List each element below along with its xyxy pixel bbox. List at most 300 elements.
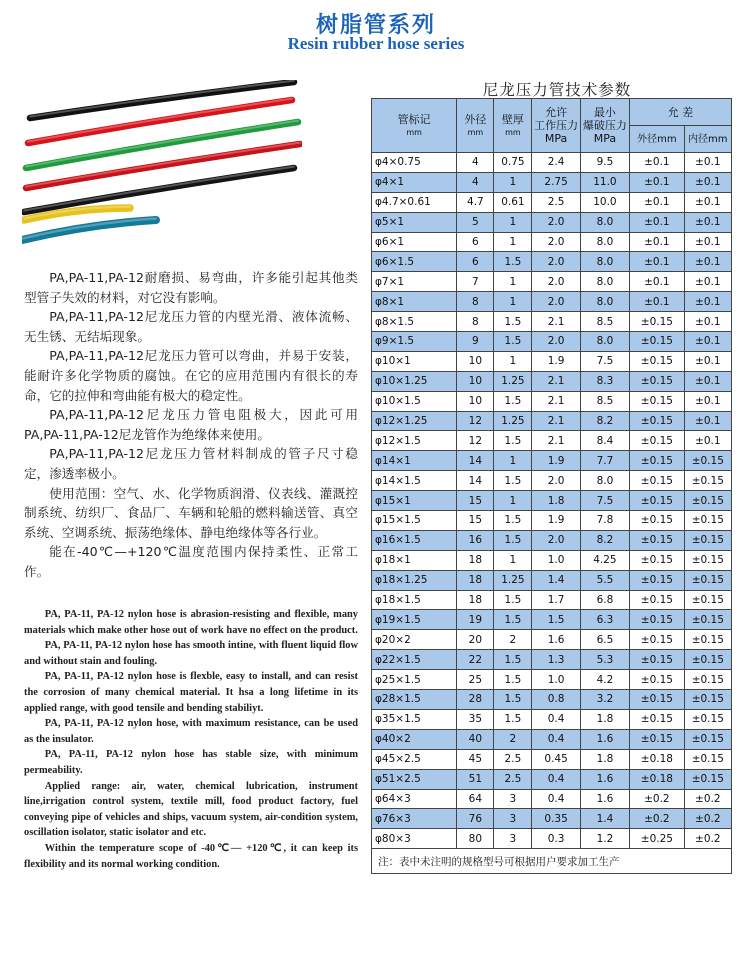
cell-tolerance-id: ±0.1: [684, 172, 731, 192]
table-row: [372, 690, 732, 710]
cell-spec: φ10×1.5: [372, 391, 457, 411]
cell-spec: φ45×2.5: [372, 749, 457, 769]
hose-product-image: [22, 80, 302, 255]
cell-tolerance-od: ±0.1: [630, 272, 685, 292]
cell-tolerance-id: ±0.1: [684, 153, 731, 173]
cell-wall-thickness: 1.25: [494, 411, 532, 431]
cell-burst-pressure: 8.0: [580, 332, 629, 352]
intro-cn-paragraph: 能在-40℃—+120℃温度范围内保持柔性、正常工作。: [24, 544, 358, 579]
cell-wall-thickness: 1.5: [494, 690, 532, 710]
cell-working-pressure: 1.0: [532, 670, 580, 690]
cell-tolerance-od: ±0.15: [630, 411, 685, 431]
cell-tolerance-id: ±0.15: [684, 630, 731, 650]
black-hose: [24, 167, 294, 212]
cell-wall-thickness: 2: [494, 630, 532, 650]
cell-outer-diameter: 22: [457, 650, 494, 670]
cell-working-pressure: 2.0: [532, 530, 580, 550]
table-row: [372, 371, 732, 391]
cell-wall-thickness: 3: [494, 789, 532, 809]
cell-outer-diameter: 18: [457, 590, 494, 610]
table-row: [372, 212, 732, 232]
cell-wall-thickness: 1: [494, 272, 532, 292]
cell-outer-diameter: 14: [457, 471, 494, 491]
header-tolerance-od: 外径mm: [630, 126, 685, 153]
cell-burst-pressure: 4.25: [580, 550, 629, 570]
intro-en-paragraph: Within the temperature scope of -40℃— +120℃, it can keep its flexibility and its normal working condition.: [24, 842, 358, 870]
cell-outer-diameter: 12: [457, 411, 494, 431]
intro-en-paragraph: PA, PA-11, PA-12 nylon hose, with maximum resistance, can be used as the insulator.: [24, 718, 358, 745]
cell-spec: φ12×1.25: [372, 411, 457, 431]
table-row: [372, 312, 732, 332]
intro-cn-paragraph: PA,PA-11,PA-12尼龙压力管的内壁光滑、液体流畅、无生锈、无结垢现象。: [24, 309, 358, 344]
cell-spec: φ28×1.5: [372, 690, 457, 710]
header-burst-unit: MPa: [593, 132, 617, 145]
table-row: [372, 511, 732, 531]
intro-en-paragraph: Applied range: air, water, chemical lubrication, instrument line,irrigation control system, textile mill, food product factory, fuel conveying pipe of vehicles and ships, vacuum system, air-condition system, oscillation isolator, static isolator and etc.: [24, 780, 358, 839]
cell-outer-diameter: 4: [457, 153, 494, 173]
table-row: [372, 769, 732, 789]
cell-working-pressure: 1.4: [532, 570, 580, 590]
cell-outer-diameter: 40: [457, 729, 494, 749]
cell-burst-pressure: 8.4: [580, 431, 629, 451]
cell-working-pressure: 2.1: [532, 411, 580, 431]
cell-tolerance-id: ±0.1: [684, 272, 731, 292]
table-row: [372, 272, 732, 292]
cell-working-pressure: 0.4: [532, 729, 580, 749]
cell-wall-thickness: 1.5: [494, 431, 532, 451]
cell-tolerance-id: ±0.2: [684, 829, 731, 849]
table-row: [372, 351, 732, 371]
cell-outer-diameter: 8: [457, 312, 494, 332]
table-row: [372, 491, 732, 511]
table-row: [372, 610, 732, 630]
cell-tolerance-id: ±0.15: [684, 610, 731, 630]
cell-burst-pressure: 5.5: [580, 570, 629, 590]
cell-tolerance-od: ±0.18: [630, 769, 685, 789]
cell-working-pressure: 2.0: [532, 272, 580, 292]
cell-spec: φ80×3: [372, 829, 457, 849]
cell-outer-diameter: 4.7: [457, 192, 494, 212]
cell-outer-diameter: 51: [457, 769, 494, 789]
cell-wall-thickness: 1: [494, 451, 532, 471]
cell-tolerance-id: ±0.15: [684, 769, 731, 789]
red-hose: [26, 143, 300, 188]
cell-wall-thickness: 1.5: [494, 590, 532, 610]
cell-spec: φ16×1.5: [372, 530, 457, 550]
cell-tolerance-id: ±0.15: [684, 491, 731, 511]
cell-burst-pressure: 8.0: [580, 471, 629, 491]
cell-burst-pressure: 3.2: [580, 690, 629, 710]
cell-tolerance-od: ±0.15: [630, 690, 685, 710]
cell-spec: φ8×1.5: [372, 312, 457, 332]
cell-outer-diameter: 10: [457, 351, 494, 371]
intro-cn-paragraph: PA,PA-11,PA-12尼龙压力管可以弯曲，并易于安装，能耐许多化学物质的腐蚀。在它的应用范围内有很长的寿命，它的拉伸和弯曲能有极大的稳定性。: [24, 348, 358, 403]
cell-tolerance-id: ±0.1: [684, 351, 731, 371]
table-row: [372, 809, 732, 829]
cell-tolerance-od: ±0.15: [630, 312, 685, 332]
header-burst-line1: 最小: [593, 106, 616, 119]
cell-spec: φ15×1: [372, 491, 457, 511]
cell-burst-pressure: 1.8: [580, 749, 629, 769]
cell-spec: φ18×1.25: [372, 570, 457, 590]
cell-working-pressure: 1.0: [532, 550, 580, 570]
cell-tolerance-id: ±0.15: [684, 709, 731, 729]
cell-working-pressure: 2.0: [532, 471, 580, 491]
table-row: [372, 431, 732, 451]
cell-outer-diameter: 16: [457, 530, 494, 550]
cell-tolerance-od: ±0.15: [630, 391, 685, 411]
cell-spec: φ6×1: [372, 232, 457, 252]
cell-wall-thickness: 1.5: [494, 252, 532, 272]
cell-outer-diameter: 6: [457, 232, 494, 252]
intro-cn-paragraph: PA,PA-11,PA-12耐磨损、易弯曲，许多能引起其他类型管子失效的材料，对它没有影响。: [24, 270, 358, 305]
cell-tolerance-od: ±0.15: [630, 431, 685, 451]
cell-working-pressure: 1.9: [532, 451, 580, 471]
header-od: [457, 99, 494, 153]
cell-spec: φ4×1: [372, 172, 457, 192]
cell-tolerance-od: ±0.15: [630, 371, 685, 391]
cell-wall-thickness: 1: [494, 212, 532, 232]
table-row: [372, 252, 732, 272]
cell-working-pressure: 1.6: [532, 630, 580, 650]
cell-spec: φ10×1: [372, 351, 457, 371]
cell-tolerance-od: ±0.18: [630, 749, 685, 769]
cell-tolerance-id: ±0.2: [684, 809, 731, 829]
cell-tolerance-id: ±0.15: [684, 471, 731, 491]
cell-outer-diameter: 45: [457, 749, 494, 769]
header-burst-line2: 爆破压力: [582, 119, 627, 132]
cell-tolerance-id: ±0.1: [684, 391, 731, 411]
cell-tolerance-od: ±0.1: [630, 172, 685, 192]
header-work-line2: 工作压力: [534, 119, 579, 132]
cell-outer-diameter: 5: [457, 212, 494, 232]
intro-cn-paragraph: PA,PA-11,PA-12尼龙压力管电阻极大，因此可用PA,PA-11,PA-12尼龙管作为绝缘体来使用。: [24, 407, 358, 442]
cell-spec: φ8×1: [372, 292, 457, 312]
cell-spec: φ5×1: [372, 212, 457, 232]
cell-burst-pressure: 7.5: [580, 491, 629, 511]
cell-tolerance-id: ±0.15: [684, 530, 731, 550]
cell-wall-thickness: 2: [494, 729, 532, 749]
table-row: [372, 192, 732, 212]
cell-tolerance-id: ±0.1: [684, 192, 731, 212]
cell-outer-diameter: 10: [457, 371, 494, 391]
cell-tolerance-od: ±0.1: [630, 232, 685, 252]
cell-outer-diameter: 18: [457, 570, 494, 590]
cell-tolerance-od: ±0.15: [630, 491, 685, 511]
cell-burst-pressure: 10.0: [580, 192, 629, 212]
cell-tolerance-od: ±0.15: [630, 590, 685, 610]
cell-burst-pressure: 11.0: [580, 172, 629, 192]
cell-working-pressure: 0.3: [532, 829, 580, 849]
cell-burst-pressure: 8.3: [580, 371, 629, 391]
cell-wall-thickness: 2.5: [494, 769, 532, 789]
header-od-label: 外径: [464, 112, 487, 126]
intro-en-paragraph: PA, PA-11, PA-12 nylon hose has stable size, with minimum permeability.: [24, 749, 358, 776]
cell-tolerance-id: ±0.15: [684, 451, 731, 471]
cell-outer-diameter: 14: [457, 451, 494, 471]
cell-tolerance-od: ±0.15: [630, 570, 685, 590]
cell-working-pressure: 2.5: [532, 192, 580, 212]
cell-working-pressure: 2.0: [532, 212, 580, 232]
cell-spec: φ19×1.5: [372, 610, 457, 630]
header-burst-pressure: [580, 99, 629, 153]
cell-burst-pressure: 8.2: [580, 411, 629, 431]
page-subtitle: Resin rubber hose series: [287, 34, 465, 53]
cell-spec: φ40×2: [372, 729, 457, 749]
table-row: [372, 153, 732, 173]
cell-working-pressure: 0.4: [532, 789, 580, 809]
table-row: [372, 829, 732, 849]
cell-working-pressure: 2.4: [532, 153, 580, 173]
cell-tolerance-id: ±0.1: [684, 292, 731, 312]
cell-tolerance-id: ±0.15: [684, 670, 731, 690]
cell-outer-diameter: 35: [457, 709, 494, 729]
cell-wall-thickness: 1.5: [494, 650, 532, 670]
cell-wall-thickness: 1.5: [494, 610, 532, 630]
cell-wall-thickness: 1: [494, 351, 532, 371]
cell-burst-pressure: 8.0: [580, 292, 629, 312]
cell-spec: φ6×1.5: [372, 252, 457, 272]
cell-tolerance-id: ±0.15: [684, 590, 731, 610]
cell-burst-pressure: 9.5: [580, 153, 629, 173]
header-work-line1: 允许: [545, 106, 568, 119]
cell-working-pressure: 2.1: [532, 391, 580, 411]
cell-burst-pressure: 1.8: [580, 709, 629, 729]
cell-working-pressure: 1.5: [532, 610, 580, 630]
intro-cn-paragraph: 使用范围：空气、水、化学物质润滑、仪表线、灌溉控制系统、纺织厂、食品厂、车辆和轮船的燃料输送管、真空系统、空调系统、振荡绝缘体、静电绝缘体等各行业。: [24, 485, 358, 540]
cell-tolerance-od: ±0.15: [630, 351, 685, 371]
cell-burst-pressure: 1.6: [580, 769, 629, 789]
cell-working-pressure: 0.4: [532, 709, 580, 729]
cell-tolerance-od: ±0.15: [630, 451, 685, 471]
cell-spec: φ4.7×0.61: [372, 192, 457, 212]
header-od-unit: mm: [467, 127, 484, 137]
cell-tolerance-id: ±0.1: [684, 371, 731, 391]
cell-tolerance-od: ±0.1: [630, 153, 685, 173]
table-row: [372, 630, 732, 650]
cell-burst-pressure: 7.5: [580, 351, 629, 371]
table-row: [372, 789, 732, 809]
cell-wall-thickness: 1.5: [494, 332, 532, 352]
cell-tolerance-od: ±0.15: [630, 630, 685, 650]
cell-tolerance-od: ±0.2: [630, 789, 685, 809]
cell-tolerance-od: ±0.15: [630, 530, 685, 550]
cell-wall-thickness: 1: [494, 232, 532, 252]
table-row: [372, 411, 732, 431]
cell-outer-diameter: 18: [457, 550, 494, 570]
cell-tolerance-od: ±0.1: [630, 212, 685, 232]
cell-tolerance-od: ±0.1: [630, 192, 685, 212]
cell-tolerance-id: ±0.15: [684, 570, 731, 590]
cell-outer-diameter: 76: [457, 809, 494, 829]
cell-tolerance-id: ±0.1: [684, 232, 731, 252]
cell-burst-pressure: 1.4: [580, 809, 629, 829]
cell-burst-pressure: 4.2: [580, 670, 629, 690]
cell-outer-diameter: 10: [457, 391, 494, 411]
cell-working-pressure: 2.0: [532, 232, 580, 252]
table-row: [372, 232, 732, 252]
cell-outer-diameter: 80: [457, 829, 494, 849]
cell-working-pressure: 0.8: [532, 690, 580, 710]
cell-burst-pressure: 5.3: [580, 650, 629, 670]
cell-working-pressure: 1.9: [532, 351, 580, 371]
cell-burst-pressure: 1.2: [580, 829, 629, 849]
cell-burst-pressure: 8.0: [580, 252, 629, 272]
intro-en-paragraph: PA, PA-11, PA-12 nylon hose is abrasion-resisting and flexible, many materials which make other hose out of work have no effect on the product.: [24, 609, 358, 636]
cell-spec: φ64×3: [372, 789, 457, 809]
cell-working-pressure: 2.75: [532, 172, 580, 192]
cell-outer-diameter: 25: [457, 670, 494, 690]
intro-en-paragraph: PA, PA-11, PA-12 nylon hose is flexble, easy to install, and can resist the corrosion of many chemical material. It hsa a long lifetime in its applied range, with good tensile and bending stabiliyt.: [24, 671, 358, 714]
cell-spec: φ25×1.5: [372, 670, 457, 690]
cell-wall-thickness: 3: [494, 829, 532, 849]
table-row: [372, 550, 732, 570]
cell-spec: φ76×3: [372, 809, 457, 829]
cell-tolerance-id: ±0.1: [684, 212, 731, 232]
red-hose: [28, 99, 292, 143]
cell-tolerance-id: ±0.1: [684, 252, 731, 272]
intro-en-paragraph: PA, PA-11, PA-12 nylon hose has smooth intine, with fluent liquid flow and without stain and fouling.: [24, 640, 358, 667]
cell-burst-pressure: 8.0: [580, 232, 629, 252]
table-row: [372, 172, 732, 192]
cell-spec: φ12×1.5: [372, 431, 457, 451]
header-wall-unit: mm: [505, 127, 521, 137]
cell-wall-thickness: 0.75: [494, 153, 532, 173]
cell-wall-thickness: 1.5: [494, 670, 532, 690]
cell-wall-thickness: 1.5: [494, 391, 532, 411]
cell-tolerance-id: ±0.1: [684, 431, 731, 451]
cell-tolerance-od: ±0.2: [630, 809, 685, 829]
cell-tolerance-id: ±0.1: [684, 411, 731, 431]
cell-outer-diameter: 6: [457, 252, 494, 272]
header-spec-unit: mm: [406, 127, 422, 137]
cell-working-pressure: 2.1: [532, 371, 580, 391]
cell-outer-diameter: 4: [457, 172, 494, 192]
cell-tolerance-id: ±0.1: [684, 312, 731, 332]
cell-working-pressure: 1.7: [532, 590, 580, 610]
cell-wall-thickness: 1.25: [494, 570, 532, 590]
cell-wall-thickness: 1.5: [494, 709, 532, 729]
cell-tolerance-id: ±0.15: [684, 511, 731, 531]
cell-tolerance-od: ±0.1: [630, 292, 685, 312]
cell-outer-diameter: 8: [457, 292, 494, 312]
cell-tolerance-id: ±0.1: [684, 332, 731, 352]
cell-tolerance-id: ±0.15: [684, 729, 731, 749]
table-row: [372, 530, 732, 550]
cell-spec: φ14×1.5: [372, 471, 457, 491]
cell-spec: φ10×1.25: [372, 371, 457, 391]
table-row: [372, 729, 732, 749]
cell-spec: φ4×0.75: [372, 153, 457, 173]
cell-spec: φ51×2.5: [372, 769, 457, 789]
cell-spec: φ7×1: [372, 272, 457, 292]
cell-wall-thickness: 1.25: [494, 371, 532, 391]
table-row: [372, 749, 732, 769]
table-row: [372, 570, 732, 590]
cell-burst-pressure: 8.2: [580, 530, 629, 550]
spec-table: [371, 98, 732, 874]
header-wall: [494, 99, 532, 153]
intro-text-english: [24, 607, 358, 872]
cell-wall-thickness: 0.61: [494, 192, 532, 212]
cell-working-pressure: 2.0: [532, 252, 580, 272]
blue-hose: [22, 219, 156, 240]
table-row: [372, 292, 732, 312]
table-row: [372, 451, 732, 471]
cell-wall-thickness: 1.5: [494, 511, 532, 531]
intro-text-chinese: [24, 268, 358, 582]
header-wall-label: 壁厚: [501, 112, 524, 126]
table-row: [372, 471, 732, 491]
cell-tolerance-id: ±0.15: [684, 749, 731, 769]
table-row: [372, 670, 732, 690]
cell-wall-thickness: 3: [494, 809, 532, 829]
cell-tolerance-od: ±0.15: [630, 550, 685, 570]
cell-wall-thickness: 1.5: [494, 530, 532, 550]
cell-working-pressure: 2.0: [532, 332, 580, 352]
cell-working-pressure: 2.1: [532, 431, 580, 451]
cell-tolerance-id: ±0.15: [684, 550, 731, 570]
cell-tolerance-id: ±0.2: [684, 789, 731, 809]
cell-burst-pressure: 8.5: [580, 312, 629, 332]
header-working-pressure: [532, 99, 580, 153]
cell-burst-pressure: 7.7: [580, 451, 629, 471]
table-note: 注：表中未注明的规格型号可根据用户要求加工生产: [372, 849, 732, 874]
header-tolerance-id: 内径mm: [684, 126, 731, 153]
cell-burst-pressure: 1.6: [580, 729, 629, 749]
cell-tolerance-id: ±0.15: [684, 650, 731, 670]
cell-burst-pressure: 6.8: [580, 590, 629, 610]
cell-wall-thickness: 2.5: [494, 749, 532, 769]
cell-tolerance-od: ±0.1: [630, 252, 685, 272]
cell-outer-diameter: 7: [457, 272, 494, 292]
cell-spec: φ18×1: [372, 550, 457, 570]
header-spec-label: 管标记: [397, 112, 431, 126]
table-row: [372, 650, 732, 670]
cell-working-pressure: 0.45: [532, 749, 580, 769]
cell-spec: φ20×2: [372, 630, 457, 650]
cell-spec: φ22×1.5: [372, 650, 457, 670]
cell-working-pressure: 2.0: [532, 292, 580, 312]
cell-burst-pressure: 1.6: [580, 789, 629, 809]
cell-outer-diameter: 19: [457, 610, 494, 630]
cell-spec: φ18×1.5: [372, 590, 457, 610]
cell-tolerance-od: ±0.15: [630, 511, 685, 531]
cell-outer-diameter: 15: [457, 491, 494, 511]
cell-tolerance-od: ±0.15: [630, 471, 685, 491]
cell-outer-diameter: 9: [457, 332, 494, 352]
cell-burst-pressure: 8.0: [580, 212, 629, 232]
cell-wall-thickness: 1.5: [494, 312, 532, 332]
cell-wall-thickness: 1: [494, 172, 532, 192]
table-row: [372, 391, 732, 411]
cell-burst-pressure: 8.5: [580, 391, 629, 411]
cell-working-pressure: 1.9: [532, 511, 580, 531]
cell-working-pressure: 0.4: [532, 769, 580, 789]
cell-working-pressure: 1.3: [532, 650, 580, 670]
cell-tolerance-od: ±0.15: [630, 610, 685, 630]
cell-wall-thickness: 1.5: [494, 471, 532, 491]
cell-spec: φ35×1.5: [372, 709, 457, 729]
cell-wall-thickness: 1: [494, 292, 532, 312]
table-row: [372, 590, 732, 610]
cell-burst-pressure: 7.8: [580, 511, 629, 531]
page-title: 树脂管系列: [315, 13, 436, 38]
intro-cn-paragraph: PA,PA-11,PA-12尼龙压力管材料制成的管子尺寸稳定，渗透率极小。: [24, 446, 358, 481]
spec-table-body: [372, 153, 732, 849]
table-row: [372, 709, 732, 729]
cell-tolerance-od: ±0.15: [630, 332, 685, 352]
